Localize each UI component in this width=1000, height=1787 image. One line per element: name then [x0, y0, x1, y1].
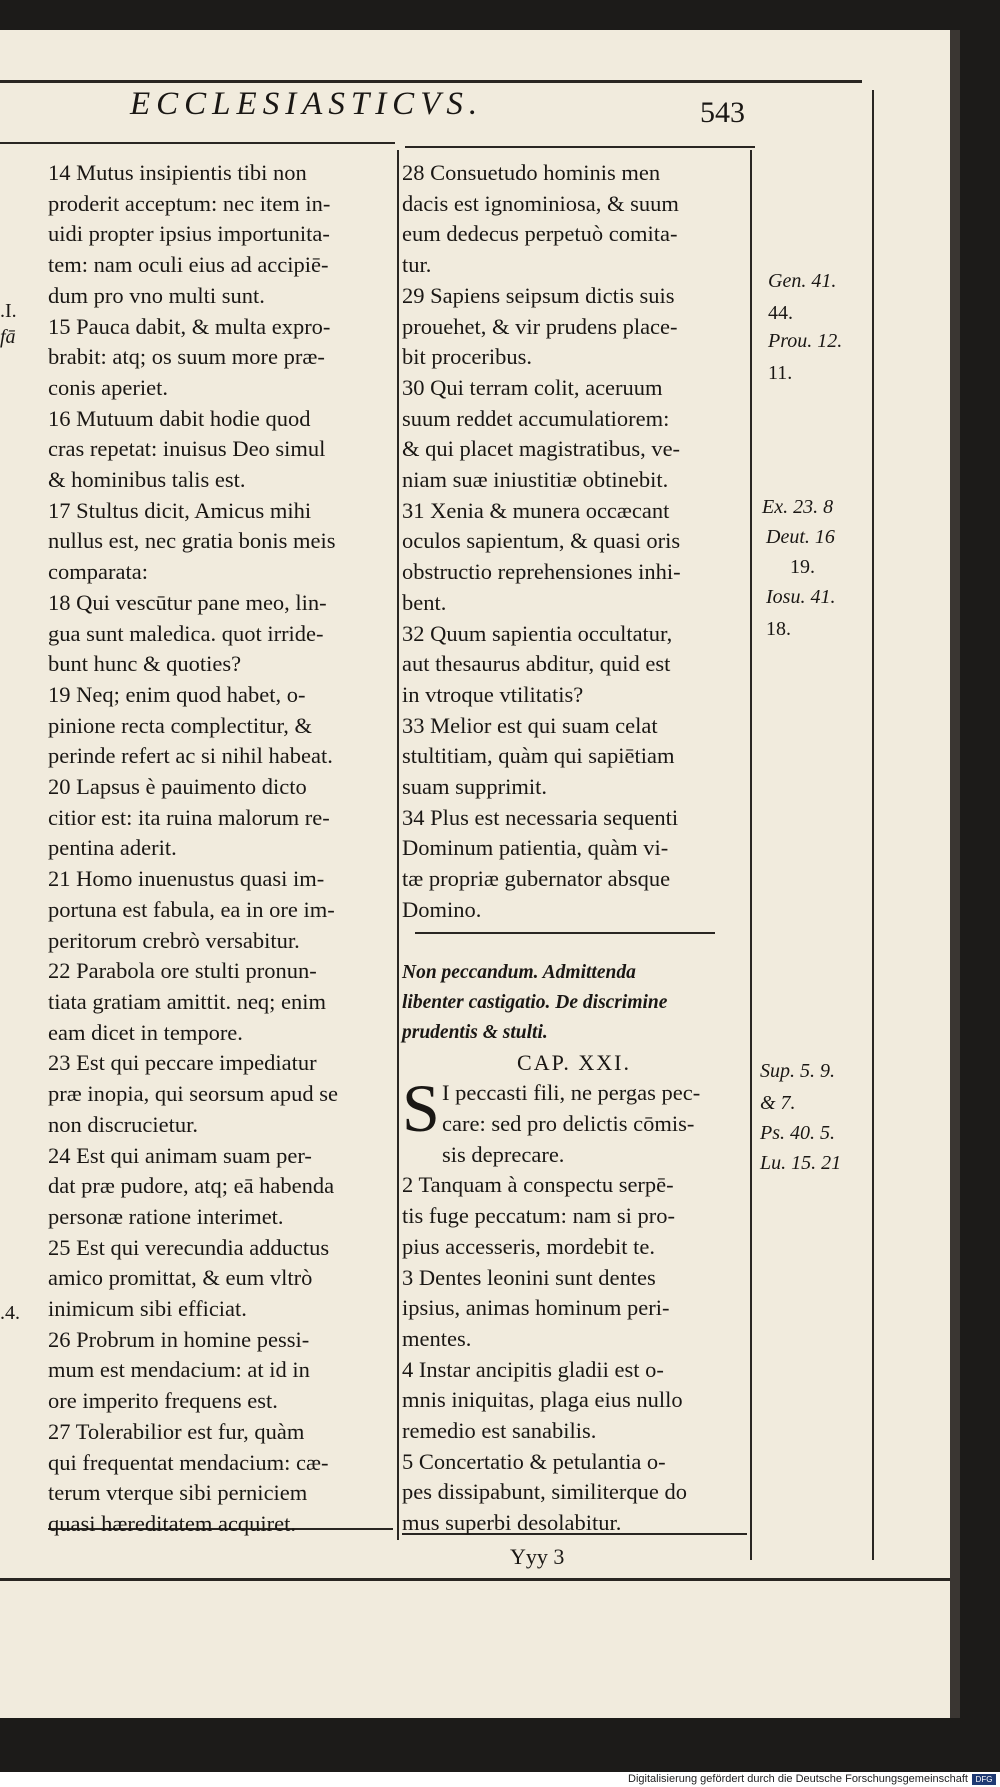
chapter-heading: CAP. XXI.: [517, 1049, 631, 1075]
text-line: gua sunt maledica. quot irride-: [48, 620, 324, 646]
text-line: tæ propriæ gubernator absque: [402, 866, 671, 892]
text-line: pentina aderit.: [48, 835, 177, 861]
chapter-opening-text: [442, 1078, 746, 1170]
edge-mark: fā: [0, 326, 16, 348]
text-line: 17 Stultus dicit, Amicus mihi: [48, 497, 312, 523]
text-line: niam suæ iniustitiæ obtinebit.: [402, 467, 669, 493]
margin-note: Lu. 15. 21: [760, 1152, 842, 1174]
text-line: Dominum patientia, quàm vi-: [402, 835, 669, 861]
text-line: 16 Mutuum dabit hodie quod: [48, 405, 311, 431]
text-line: 26 Probrum in homine pessi-: [48, 1326, 310, 1352]
text-line: non discrucietur.: [48, 1111, 198, 1137]
text-line: stultitiam, quàm qui sapiētiam: [402, 743, 675, 769]
text-line: mnis iniquitas, plaga eius nullo: [402, 1387, 683, 1413]
text-line: ipsius, animas hominum peri-: [402, 1295, 670, 1321]
text-line: Domino.: [402, 896, 482, 922]
text-line: quasi hæreditatem acquiret.: [48, 1510, 297, 1536]
margin-note: 19.: [790, 556, 815, 578]
text-line: suum reddet accumulatiorem:: [402, 405, 670, 431]
text-line: dacis est ignominiosa, & suum: [402, 190, 679, 216]
text-line: inimicum sibi efficiat.: [48, 1296, 247, 1322]
margin-note: & 7.: [760, 1092, 796, 1114]
top-rule: [0, 80, 862, 83]
text-line: tem: nam oculi eius ad accipiē-: [48, 252, 329, 278]
chapter-opening: [402, 1070, 746, 1170]
text-line: sis deprecare.: [442, 1141, 565, 1167]
text-line: obstructio reprehensiones inhi-: [402, 559, 681, 585]
text-line: remedio est sanabilis.: [402, 1418, 597, 1444]
text-line: eam dicet in tempore.: [48, 1019, 243, 1045]
text-line: 28 Consuetudo hominis men: [402, 160, 661, 185]
page-number: 543: [700, 96, 745, 129]
text-line: 23 Est qui peccare impediatur: [48, 1050, 317, 1076]
text-line: prudentis & stulti.: [402, 1021, 548, 1043]
text-line: 2 Tanquam à conspectu serpē-: [402, 1172, 674, 1198]
margin-note: Sup. 5. 9.: [760, 1060, 835, 1082]
text-line: & hominibus talis est.: [48, 467, 246, 493]
text-line: 25 Est qui verecundia adductus: [48, 1234, 330, 1260]
text-line: libenter castigatio. De discrimine: [402, 991, 668, 1013]
text-line: perinde refert ac si nihil habeat.: [48, 743, 333, 769]
text-line: cras repetat: inuisus Deo simul: [48, 436, 326, 462]
chapter-verses: [402, 1170, 746, 1538]
text-line: Non peccandum. Admittenda: [402, 961, 636, 983]
text-line: bent.: [402, 589, 447, 615]
right-column-verses: [402, 158, 746, 926]
text-line: præ inopia, qui seorsum apud se: [48, 1081, 338, 1107]
margin-note: Iosu. 41.: [766, 586, 836, 608]
text-line: ore imperito frequens est.: [48, 1388, 278, 1414]
text-line: in vtroque vtilitatis?: [402, 681, 584, 707]
text-line: mentes.: [402, 1325, 472, 1351]
text-line: pius accesseris, mordebit te.: [402, 1233, 656, 1259]
text-line: mus superbi desolabitur.: [402, 1510, 622, 1536]
text-line: qui frequentat mendacium: cæ-: [48, 1449, 329, 1475]
margin-note: 18.: [766, 618, 791, 640]
text-line: 24 Est qui animam suam per-: [48, 1142, 312, 1168]
text-line: 3 Dentes leonini sunt dentes: [402, 1264, 656, 1290]
text-line: 4 Instar ancipitis gladii est o-: [402, 1356, 664, 1382]
text-line: conis aperiet.: [48, 374, 168, 400]
margin-note: Deut. 16: [766, 526, 835, 548]
margin-note: Ex. 23. 8: [762, 496, 834, 518]
text-line: 32 Quum sapientia occultatur,: [402, 620, 673, 646]
column-divider: [397, 150, 399, 1540]
header-rule-left: [0, 142, 395, 144]
text-line: tur.: [402, 252, 432, 278]
left-column: [48, 158, 393, 1540]
text-line: bunt hunc & quoties?: [48, 651, 242, 677]
page-edge: [950, 30, 960, 1718]
text-line: 5 Concertatio & petulantia o-: [402, 1448, 666, 1474]
text-line: 27 Tolerabilior est fur, quàm: [48, 1418, 305, 1444]
text-line: 31 Xenia & munera occæcant: [402, 497, 670, 523]
text-line: brabit: atq; os suum more præ-: [48, 344, 325, 370]
text-line: prouehet, & vir prudens place-: [402, 313, 678, 339]
text-line: terum vterque sibi perniciem: [48, 1480, 308, 1506]
text-line: nullus est, nec gratia bonis meis: [48, 528, 336, 554]
signature-mark: Yyy 3: [510, 1544, 565, 1569]
edge-mark: .4.: [0, 1302, 20, 1324]
drop-cap: S: [402, 1070, 440, 1147]
text-line: amico promittat, & eum vltrò: [48, 1265, 313, 1291]
text-line: mum est mendacium: at id in: [48, 1357, 310, 1383]
margin-note: Gen. 41.: [768, 270, 837, 292]
text-line: dum pro vno multi sunt.: [48, 282, 265, 308]
running-title: ECCLESIASTICVS.: [130, 86, 484, 122]
right-column: [402, 158, 746, 1539]
text-line: 20 Lapsus è pauimento dicto: [48, 774, 307, 800]
text-line: suam supprimit.: [402, 774, 547, 800]
text-line: 14 Mutus insipientis tibi non: [48, 160, 307, 185]
text-line: 21 Homo inuenustus quasi im-: [48, 866, 325, 892]
text-line: 33 Melior est qui suam celat: [402, 712, 658, 738]
text-line: tis fuge peccatum: nam si pro-: [402, 1203, 676, 1229]
footer-rule: [0, 1578, 950, 1581]
text-line: uidi propter ipsius importunita-: [48, 221, 330, 247]
text-line: portuna est fabula, ea in ore im-: [48, 896, 335, 922]
text-line: peritorum crebrò versabitur.: [48, 927, 300, 953]
header-rule-right: [405, 146, 755, 148]
margin-note: 44.: [768, 302, 793, 324]
text-line: I peccasti fili, ne pergas pec-: [442, 1080, 701, 1106]
chapter-summary: [402, 958, 746, 1048]
section-gap: [402, 926, 746, 956]
text-line: comparata:: [48, 559, 148, 585]
text-line: aut thesaurus abditur, quid est: [402, 651, 671, 677]
text-line: & qui placet magistratibus, ve-: [402, 436, 681, 462]
text-line: oculos sapientum, & quasi oris: [402, 528, 681, 554]
text-line: pinione recta complectitur, &: [48, 712, 313, 738]
margin-note: Prou. 12.: [768, 330, 843, 352]
text-line: proderit acceptum: nec item in-: [48, 190, 331, 216]
text-line: 30 Qui terram colit, aceruum: [402, 374, 663, 400]
text-line: bit proceribus.: [402, 344, 532, 370]
edge-mark: .I.: [0, 300, 17, 322]
text-line: 29 Sapiens seipsum dictis suis: [402, 282, 675, 308]
text-line: eum dedecus perpetuò comita-: [402, 221, 678, 247]
digitization-credit: Digitalisierung gefördert durch die Deutsche Forschungsgemeinschaft: [628, 1773, 968, 1785]
margin-note: Ps. 40. 5.: [760, 1122, 835, 1144]
margin-note: 11.: [768, 362, 793, 384]
text-line: dat præ pudore, atq; eā habenda: [48, 1173, 335, 1199]
text-line: 19 Neq; enim quod habet, o-: [48, 681, 306, 707]
text-line: citior est: ita ruina malorum re-: [48, 804, 330, 830]
text-line: care: sed pro delictis cōmis-: [442, 1110, 695, 1136]
margin-divider: [750, 150, 752, 1560]
text-line: personæ ratione interimet.: [48, 1203, 284, 1229]
text-line: 15 Pauca dabit, & multa expro-: [48, 313, 331, 339]
text-line: tiata gratiam amittit. neq; enim: [48, 988, 327, 1014]
text-line: 34 Plus est necessaria sequenti: [402, 804, 679, 830]
dfg-logo: DFG: [972, 1774, 996, 1785]
text-line: pes dissipabunt, similiterque do: [402, 1479, 687, 1505]
text-line: 18 Qui vescūtur pane meo, lin-: [48, 589, 327, 615]
text-line: 22 Parabola ore stulti pronun-: [48, 958, 317, 984]
outer-rule: [872, 90, 874, 1560]
